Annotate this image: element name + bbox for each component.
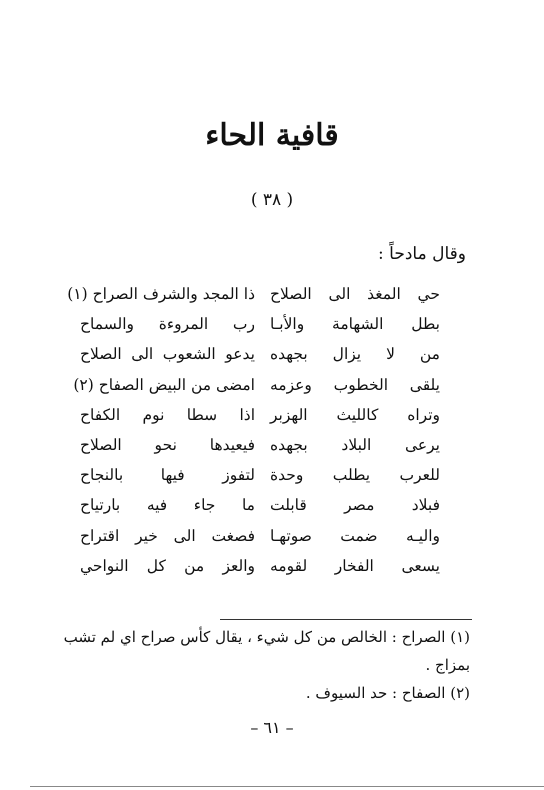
verse-line bbox=[73, 375, 440, 406]
verse-first-hemistich: فبلاد مصر قابلت bbox=[270, 496, 440, 515]
verse-second-hemistich: رب المروءة والسماح bbox=[80, 315, 255, 334]
verse-first-hemistich: حي المغذ الى الصلاح bbox=[270, 285, 440, 303]
verse-first-hemistich: واليـه ضمت صوتهـا bbox=[270, 526, 440, 545]
poem-intro: وقال مادحاً : bbox=[378, 244, 466, 264]
verse-first-hemistich: وتراه كالليث الهزبر bbox=[270, 405, 440, 424]
verse-first-hemistich: يرعى البلاد بجهده bbox=[270, 435, 440, 454]
verse-second-hemistich: امضى من البيض الصفاح (٢) bbox=[73, 375, 255, 394]
verse-line bbox=[80, 345, 440, 375]
verse-first-hemistich: يلقى الخطوب وعزمه bbox=[270, 375, 440, 394]
verse-second-hemistich: اذا سطا نوم الكفاح bbox=[80, 405, 255, 424]
footnote-divider bbox=[220, 619, 472, 620]
verse-second-hemistich: فصغت الى خير اقتراح bbox=[80, 526, 255, 545]
page-bottom-edge bbox=[30, 786, 544, 787]
verse-line bbox=[80, 557, 440, 587]
verse-line bbox=[80, 496, 440, 526]
verse-second-hemistich: يدعو الشعوب الى الصلاح bbox=[80, 345, 255, 364]
footnote-2: (٢) الصفاح : حد السيوف . bbox=[305, 684, 470, 702]
verse-first-hemistich: بطل الشهامة والأبـا bbox=[270, 315, 440, 334]
poem-number: ( ٣٨ ) bbox=[250, 190, 294, 210]
footnote-1-continuation: بمزاج . bbox=[425, 656, 470, 674]
verse-second-hemistich: والعز من كل النواحي bbox=[80, 556, 255, 575]
verse-first-hemistich: يسعى الفخار لقومه bbox=[270, 556, 440, 575]
verse-line bbox=[80, 406, 440, 436]
verse-second-hemistich: ما جاء فيه بارتياح bbox=[80, 496, 255, 515]
verse-second-hemistich: لتفوز فيها بالنجاح bbox=[80, 466, 255, 485]
footnote-1: (١) الصراح : الخالص من كل شيء ، يقال كأس صراح اي لم تشب bbox=[63, 628, 470, 646]
verse-second-hemistich: ذا المجد والشرف الصراح (١) bbox=[67, 285, 255, 303]
verse-line bbox=[80, 436, 440, 466]
verse-line bbox=[80, 527, 440, 557]
verse-line bbox=[80, 315, 440, 345]
verse-second-hemistich: فيعيدها نحو الصلاح bbox=[80, 435, 255, 454]
poem-verses bbox=[67, 285, 440, 587]
verse-first-hemistich: من لا يزال بجهده bbox=[270, 345, 440, 364]
verse-first-hemistich: للعرب يطلب وحدة bbox=[270, 466, 440, 485]
verse-line bbox=[67, 285, 440, 315]
verse-line bbox=[80, 466, 440, 496]
page-title: قافية الحاء bbox=[205, 118, 339, 153]
page-number: – ٦١ – bbox=[250, 718, 294, 737]
